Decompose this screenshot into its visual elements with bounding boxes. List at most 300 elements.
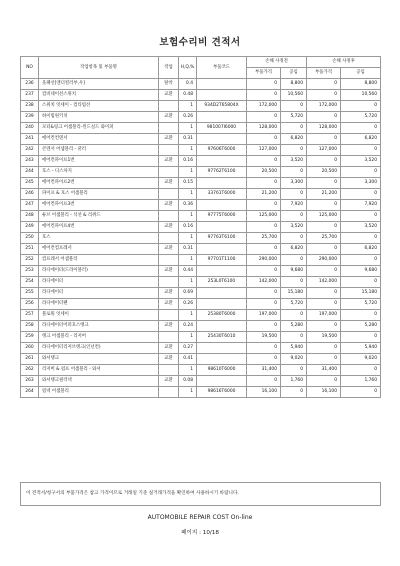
- estimate-body: [21, 79, 381, 398]
- row-no-cell: 244: [21, 167, 39, 178]
- row-no-cell: 254: [21, 277, 39, 288]
- row-labor-before-cell: 6,820: [281, 134, 307, 145]
- row-part-code-cell: 981007I6000: [197, 123, 247, 134]
- row-labor-before-cell: 3,520: [281, 222, 307, 233]
- row-no-cell: 257: [21, 310, 39, 321]
- row-item-cell: 콘덴서 어셈블리 - 쿨러: [39, 145, 159, 156]
- row-part-price-before-cell: 0: [247, 79, 281, 90]
- estimate-table: [20, 56, 381, 398]
- row-work-cell: [159, 123, 179, 134]
- table-row: [21, 299, 381, 310]
- table-row: [21, 255, 381, 266]
- row-labor-after-cell: 0: [341, 145, 381, 156]
- table-row: [21, 200, 381, 211]
- row-work-cell: 교환: [159, 156, 179, 167]
- price-notice: 이 견적서/청구서의 부품가격은 참고 가격이므로 거래일 기준 실거래가격을 확인하여 사용하시기 바랍니다.: [20, 482, 381, 506]
- row-item-cell: 에어컨파이프3번: [39, 200, 159, 211]
- row-qty-cell: 0.08: [179, 376, 197, 387]
- row-qty-cell: 0.4: [179, 79, 197, 90]
- row-labor-before-cell: 0: [281, 332, 307, 343]
- row-qty-cell: 1: [179, 387, 197, 398]
- row-work-cell: 교환: [159, 299, 179, 310]
- header-labor-after: 공임: [341, 68, 381, 79]
- row-part-code-cell: 253L0T6100: [197, 277, 247, 288]
- row-no-cell: 240: [21, 123, 39, 134]
- row-qty-cell: 1: [179, 167, 197, 178]
- row-item-cell: 라디에이터어퍼호스탱크: [39, 321, 159, 332]
- row-part-price-after-cell: 197,000: [307, 310, 341, 321]
- row-labor-after-cell: 0: [341, 277, 381, 288]
- row-part-price-after-cell: 127,000: [307, 145, 341, 156]
- row-part-price-before-cell: 25,700: [247, 233, 281, 244]
- row-item-cell: 라디에이터: [39, 277, 159, 288]
- table-row: [21, 354, 381, 365]
- row-labor-before-cell: 0: [281, 123, 307, 134]
- row-item-cell: 컴비네이션스위치: [39, 90, 159, 101]
- row-labor-after-cell: 0: [341, 101, 381, 112]
- row-qty-cell: 1: [179, 189, 197, 200]
- row-labor-after-cell: 0: [341, 211, 381, 222]
- row-qty-cell: 1: [179, 211, 197, 222]
- table-row: [21, 365, 381, 376]
- row-part-price-before-cell: 21,200: [247, 189, 281, 200]
- header-row: [21, 57, 381, 68]
- row-part-price-before-cell: 19,500: [247, 332, 281, 343]
- row-part-code-cell: [197, 90, 247, 101]
- header-after-adjustment: 손해 사정후: [307, 57, 381, 68]
- row-labor-after-cell: 6,820: [341, 244, 381, 255]
- row-part-price-after-cell: 172,000: [307, 101, 341, 112]
- row-work-cell: [159, 277, 179, 288]
- row-part-price-after-cell: 0: [307, 200, 341, 211]
- row-work-cell: 교환: [159, 178, 179, 189]
- row-no-cell: 262: [21, 365, 39, 376]
- header-labor-before: 공임: [281, 68, 307, 79]
- row-part-price-after-cell: 20,500: [307, 167, 341, 178]
- header-no: NO: [21, 57, 39, 79]
- page-number: 페이지 : 10/18: [181, 530, 219, 536]
- header-item: 작업항목 및 부품명: [39, 57, 159, 79]
- row-part-price-before-cell: 127,000: [247, 145, 281, 156]
- row-item-cell: 리저버 & 펌프 어셈블리 - 와셔: [39, 365, 159, 376]
- row-work-cell: [159, 189, 179, 200]
- header-part-price-after: 부품가격: [307, 68, 341, 79]
- row-item-cell: 파이프 & 호스 어셈블리: [39, 189, 159, 200]
- row-part-price-after-cell: 21,200: [307, 189, 341, 200]
- row-part-price-before-cell: 0: [247, 90, 281, 101]
- row-work-cell: [159, 101, 179, 112]
- row-labor-after-cell: 0: [341, 233, 381, 244]
- row-work-cell: [159, 332, 179, 343]
- row-item-cell: 에어컨파이프2번: [39, 178, 159, 189]
- row-work-cell: 교환: [159, 90, 179, 101]
- row-labor-before-cell: 15,180: [281, 288, 307, 299]
- row-qty-cell: 1: [179, 233, 197, 244]
- row-part-price-before-cell: 16,100: [247, 387, 281, 398]
- row-labor-before-cell: 5,720: [281, 299, 307, 310]
- row-work-cell: [159, 255, 179, 266]
- row-item-cell: 에어컨파이프4번: [39, 222, 159, 233]
- header-part-code: 부품코드: [197, 57, 247, 79]
- row-part-code-cell: [197, 244, 247, 255]
- table-row: [21, 101, 381, 112]
- row-part-code-cell: 97701T1100: [197, 255, 247, 266]
- row-qty-cell: 1: [179, 365, 197, 376]
- row-labor-before-cell: 0: [281, 233, 307, 244]
- row-work-cell: [159, 310, 179, 321]
- table-row: [21, 387, 381, 398]
- row-qty-cell: 0.31: [179, 244, 197, 255]
- row-labor-before-cell: 0: [281, 101, 307, 112]
- header-work: 작업: [159, 57, 179, 79]
- row-item-cell: 하이빔원키치: [39, 112, 159, 123]
- row-labor-before-cell: 0: [281, 145, 307, 156]
- row-labor-after-cell: 0: [341, 332, 381, 343]
- row-qty-cell: 0.31: [179, 134, 197, 145]
- row-no-cell: 259: [21, 332, 39, 343]
- row-part-price-after-cell: 142,000: [307, 277, 341, 288]
- row-qty-cell: 1: [179, 255, 197, 266]
- row-work-cell: [159, 167, 179, 178]
- row-qty-cell: 1: [179, 145, 197, 156]
- row-no-cell: 242: [21, 145, 39, 156]
- row-labor-after-cell: 15,180: [341, 288, 381, 299]
- row-labor-after-cell: 0: [341, 167, 381, 178]
- row-work-cell: [159, 211, 179, 222]
- row-item-cell: 라디에이터(드라이블러): [39, 266, 159, 277]
- row-no-cell: 241: [21, 134, 39, 145]
- row-part-price-after-cell: 0: [307, 376, 341, 387]
- table-row: [21, 277, 381, 288]
- row-item-cell: 블로워 엇세이: [39, 310, 159, 321]
- row-part-price-after-cell: 0: [307, 178, 341, 189]
- table-row: [21, 244, 381, 255]
- row-part-price-after-cell: 290,000: [307, 255, 341, 266]
- row-work-cell: 교환: [159, 343, 179, 354]
- row-part-price-before-cell: 0: [247, 288, 281, 299]
- row-item-cell: 에어컨파이프1번: [39, 156, 159, 167]
- row-labor-after-cell: 6,820: [341, 134, 381, 145]
- row-part-price-before-cell: 0: [247, 299, 281, 310]
- row-part-code-cell: 97763T6100: [197, 233, 247, 244]
- row-part-price-before-cell: 0: [247, 134, 281, 145]
- table-row: [21, 189, 381, 200]
- row-labor-before-cell: 3,300: [281, 178, 307, 189]
- row-labor-before-cell: 8,800: [281, 79, 307, 90]
- row-item-cell: 에어컨컨덴서: [39, 134, 159, 145]
- row-no-cell: 264: [21, 387, 39, 398]
- header-before-adjustment: 손해 사정전: [247, 57, 307, 68]
- row-part-code-cell: [197, 321, 247, 332]
- row-no-cell: 255: [21, 288, 39, 299]
- row-qty-cell: 0.27: [179, 343, 197, 354]
- row-part-price-after-cell: 0: [307, 79, 341, 90]
- row-part-price-before-cell: 0: [247, 178, 281, 189]
- footer-brand: AUTOMOBILE REPAIR COST On-line: [147, 514, 253, 521]
- row-no-cell: 239: [21, 112, 39, 123]
- row-labor-before-cell: 3,520: [281, 156, 307, 167]
- row-part-price-after-cell: 125,000: [307, 211, 341, 222]
- row-qty-cell: 0.36: [179, 200, 197, 211]
- row-part-code-cell: [197, 354, 247, 365]
- row-part-code-cell: [197, 156, 247, 167]
- row-item-cell: 호스 - 디스차지: [39, 167, 159, 178]
- row-labor-before-cell: 6,820: [281, 244, 307, 255]
- row-labor-after-cell: 7,920: [341, 200, 381, 211]
- row-part-price-after-cell: 0: [307, 321, 341, 332]
- row-item-cell: 펌넥 어셈블리: [39, 387, 159, 398]
- row-part-price-before-cell: 0: [247, 200, 281, 211]
- row-part-code-cell: 33761T6000: [197, 189, 247, 200]
- row-part-price-after-cell: 0: [307, 222, 341, 233]
- row-part-code-cell: [197, 79, 247, 90]
- row-no-cell: 261: [21, 354, 39, 365]
- row-no-cell: 260: [21, 343, 39, 354]
- row-part-price-after-cell: 25,700: [307, 233, 341, 244]
- row-part-price-before-cell: 128,000: [247, 123, 281, 134]
- row-work-cell: 교환: [159, 354, 179, 365]
- row-part-price-before-cell: 0: [247, 222, 281, 233]
- row-labor-after-cell: 5,940: [341, 343, 381, 354]
- row-part-price-after-cell: 0: [307, 134, 341, 145]
- row-labor-after-cell: 10,560: [341, 90, 381, 101]
- row-part-price-after-cell: 0: [307, 343, 341, 354]
- row-no-cell: 238: [21, 101, 39, 112]
- table-row: [21, 156, 381, 167]
- row-item-cell: 웃패션[앤더컬러부,우]: [39, 79, 159, 90]
- row-item-cell: 컴프레서 어셈블리: [39, 255, 159, 266]
- row-no-cell: 245: [21, 178, 39, 189]
- row-labor-before-cell: 0: [281, 189, 307, 200]
- row-item-cell: 라디에이터리저브탱크(인넌컨): [39, 343, 159, 354]
- row-labor-after-cell: 5,280: [341, 321, 381, 332]
- row-no-cell: 263: [21, 376, 39, 387]
- row-qty-cell: 1: [179, 310, 197, 321]
- table-row: [21, 310, 381, 321]
- row-work-cell: 교환: [159, 266, 179, 277]
- row-part-price-before-cell: 31,400: [247, 365, 281, 376]
- row-labor-before-cell: 5,940: [281, 343, 307, 354]
- table-row: [21, 145, 381, 156]
- row-qty-cell: 1: [179, 101, 197, 112]
- table-row: [21, 376, 381, 387]
- table-row: [21, 167, 381, 178]
- row-work-cell: 교환: [159, 134, 179, 145]
- row-item-cell: 라디에이터: [39, 288, 159, 299]
- row-part-price-before-cell: 172,000: [247, 101, 281, 112]
- row-labor-before-cell: 5,280: [281, 321, 307, 332]
- row-no-cell: 243: [21, 156, 39, 167]
- row-labor-after-cell: 5,720: [341, 299, 381, 310]
- row-no-cell: 256: [21, 299, 39, 310]
- table-row: [21, 90, 381, 101]
- row-qty-cell: 1: [179, 277, 197, 288]
- row-no-cell: 236: [21, 79, 39, 90]
- table-row: [21, 178, 381, 189]
- row-work-cell: 교환: [159, 222, 179, 233]
- row-labor-after-cell: 3,520: [341, 222, 381, 233]
- row-labor-after-cell: 3,300: [341, 178, 381, 189]
- row-qty-cell: 0.16: [179, 222, 197, 233]
- table-row: [21, 343, 381, 354]
- row-no-cell: 247: [21, 200, 39, 211]
- table-row: [21, 233, 381, 244]
- row-part-price-after-cell: 0: [307, 266, 341, 277]
- row-part-code-cell: 98616T6000: [197, 387, 247, 398]
- row-item-cell: 와셔탱크: [39, 354, 159, 365]
- row-work-cell: [159, 233, 179, 244]
- row-work-cell: 탈착: [159, 79, 179, 90]
- row-work-cell: 교환: [159, 200, 179, 211]
- row-qty-cell: 0.26: [179, 112, 197, 123]
- document-title: 보험수리비 견적서: [159, 37, 241, 48]
- row-part-price-after-cell: 0: [307, 90, 341, 101]
- row-part-code-cell: 97606T6000: [197, 145, 247, 156]
- row-qty-cell: 0.26: [179, 299, 197, 310]
- row-labor-after-cell: 0: [341, 310, 381, 321]
- row-labor-before-cell: 0: [281, 255, 307, 266]
- row-item-cell: 스위치 엇세이 - 컴티빔선: [39, 101, 159, 112]
- row-part-price-before-cell: 0: [247, 376, 281, 387]
- table-row: [21, 332, 381, 343]
- row-no-cell: 253: [21, 266, 39, 277]
- row-no-cell: 258: [21, 321, 39, 332]
- row-part-price-before-cell: 0: [247, 321, 281, 332]
- row-no-cell: 248: [21, 211, 39, 222]
- row-labor-after-cell: 1,760: [341, 376, 381, 387]
- row-labor-after-cell: 0: [341, 123, 381, 134]
- row-qty-cell: 1: [179, 123, 197, 134]
- table-row: [21, 79, 381, 90]
- row-part-code-cell: [197, 134, 247, 145]
- row-labor-before-cell: 0: [281, 310, 307, 321]
- row-qty-cell: 1: [179, 332, 197, 343]
- row-part-code-cell: [197, 266, 247, 277]
- row-part-code-cell: [197, 288, 247, 299]
- row-no-cell: 249: [21, 222, 39, 233]
- row-part-code-cell: [197, 178, 247, 189]
- row-item-cell: 와셔탱크필러넥: [39, 376, 159, 387]
- row-work-cell: [159, 145, 179, 156]
- table-row: [21, 222, 381, 233]
- row-part-price-before-cell: 0: [247, 266, 281, 277]
- row-qty-cell: 0.41: [179, 354, 197, 365]
- row-qty-cell: 0.48: [179, 90, 197, 101]
- header-part-price-before: 부품가격: [247, 68, 281, 79]
- row-labor-before-cell: 0: [281, 167, 307, 178]
- row-part-price-before-cell: 142,000: [247, 277, 281, 288]
- row-part-code-cell: [197, 200, 247, 211]
- row-item-cell: 에어컨컴프레서: [39, 244, 159, 255]
- row-part-code-cell: [197, 376, 247, 387]
- row-part-price-before-cell: 0: [247, 156, 281, 167]
- row-labor-before-cell: 10,560: [281, 90, 307, 101]
- row-part-code-cell: [197, 343, 247, 354]
- row-part-price-after-cell: 0: [307, 299, 341, 310]
- row-part-price-before-cell: 0: [247, 354, 281, 365]
- row-qty-cell: 0.16: [179, 156, 197, 167]
- table-row: [21, 266, 381, 277]
- row-part-price-after-cell: 19,500: [307, 332, 341, 343]
- row-labor-after-cell: 8,800: [341, 79, 381, 90]
- table-row: [21, 123, 381, 134]
- row-part-code-cell: [197, 299, 247, 310]
- row-item-cell: 호스: [39, 233, 159, 244]
- row-part-code-cell: 25380T6000: [197, 310, 247, 321]
- row-part-price-after-cell: 0: [307, 156, 341, 167]
- row-labor-before-cell: 0: [281, 277, 307, 288]
- row-labor-before-cell: 0: [281, 365, 307, 376]
- row-no-cell: 252: [21, 255, 39, 266]
- row-item-cell: 모터&링크 어셈블리-윈드실드 와이퍼: [39, 123, 159, 134]
- row-part-price-after-cell: 0: [307, 354, 341, 365]
- row-item-cell: 탱크 어셈블리 - 리저버: [39, 332, 159, 343]
- row-part-price-after-cell: 0: [307, 112, 341, 123]
- row-labor-after-cell: 9,680: [341, 266, 381, 277]
- row-labor-before-cell: 7,920: [281, 200, 307, 211]
- row-part-code-cell: 97775T6000: [197, 211, 247, 222]
- row-part-code-cell: [197, 222, 247, 233]
- row-part-price-after-cell: 0: [307, 244, 341, 255]
- row-no-cell: 250: [21, 233, 39, 244]
- row-qty-cell: 0.44: [179, 266, 197, 277]
- row-item-cell: 튜브 어셈블리 - 석션 & 리퀴드: [39, 211, 159, 222]
- row-part-price-before-cell: 197,000: [247, 310, 281, 321]
- row-part-price-before-cell: 290,000: [247, 255, 281, 266]
- row-qty-cell: 0.15: [179, 178, 197, 189]
- row-part-code-cell: 934D2T65804X: [197, 101, 247, 112]
- row-part-code-cell: 25430T6010: [197, 332, 247, 343]
- row-part-price-before-cell: 125,000: [247, 211, 281, 222]
- row-part-price-after-cell: 16,100: [307, 387, 341, 398]
- row-labor-before-cell: 9,020: [281, 354, 307, 365]
- table-row: [21, 211, 381, 222]
- row-labor-before-cell: 0: [281, 387, 307, 398]
- row-work-cell: [159, 387, 179, 398]
- row-labor-after-cell: 5,720: [341, 112, 381, 123]
- row-work-cell: 교환: [159, 244, 179, 255]
- row-qty-cell: 0.69: [179, 288, 197, 299]
- row-work-cell: 교환: [159, 288, 179, 299]
- row-labor-after-cell: 9,020: [341, 354, 381, 365]
- row-no-cell: 237: [21, 90, 39, 101]
- row-part-price-before-cell: 0: [247, 244, 281, 255]
- row-part-price-before-cell: 0: [247, 343, 281, 354]
- row-part-code-cell: [197, 112, 247, 123]
- row-part-price-after-cell: 31,400: [307, 365, 341, 376]
- table-row: [21, 321, 381, 332]
- table-row: [21, 112, 381, 123]
- row-labor-after-cell: 0: [341, 365, 381, 376]
- row-part-code-cell: 97762T6100: [197, 167, 247, 178]
- row-labor-after-cell: 0: [341, 387, 381, 398]
- row-part-price-before-cell: 0: [247, 112, 281, 123]
- row-labor-after-cell: 0: [341, 189, 381, 200]
- row-part-code-cell: 98610T6000: [197, 365, 247, 376]
- table-row: [21, 288, 381, 299]
- row-labor-after-cell: 3,520: [341, 156, 381, 167]
- row-work-cell: 교환: [159, 376, 179, 387]
- row-labor-after-cell: 0: [341, 255, 381, 266]
- row-labor-before-cell: 9,680: [281, 266, 307, 277]
- row-labor-before-cell: 5,720: [281, 112, 307, 123]
- row-labor-before-cell: 0: [281, 211, 307, 222]
- row-work-cell: 교환: [159, 112, 179, 123]
- row-no-cell: 246: [21, 189, 39, 200]
- header-qty: H,Q,%: [179, 57, 197, 79]
- row-labor-before-cell: 1,760: [281, 376, 307, 387]
- row-part-price-before-cell: 20,500: [247, 167, 281, 178]
